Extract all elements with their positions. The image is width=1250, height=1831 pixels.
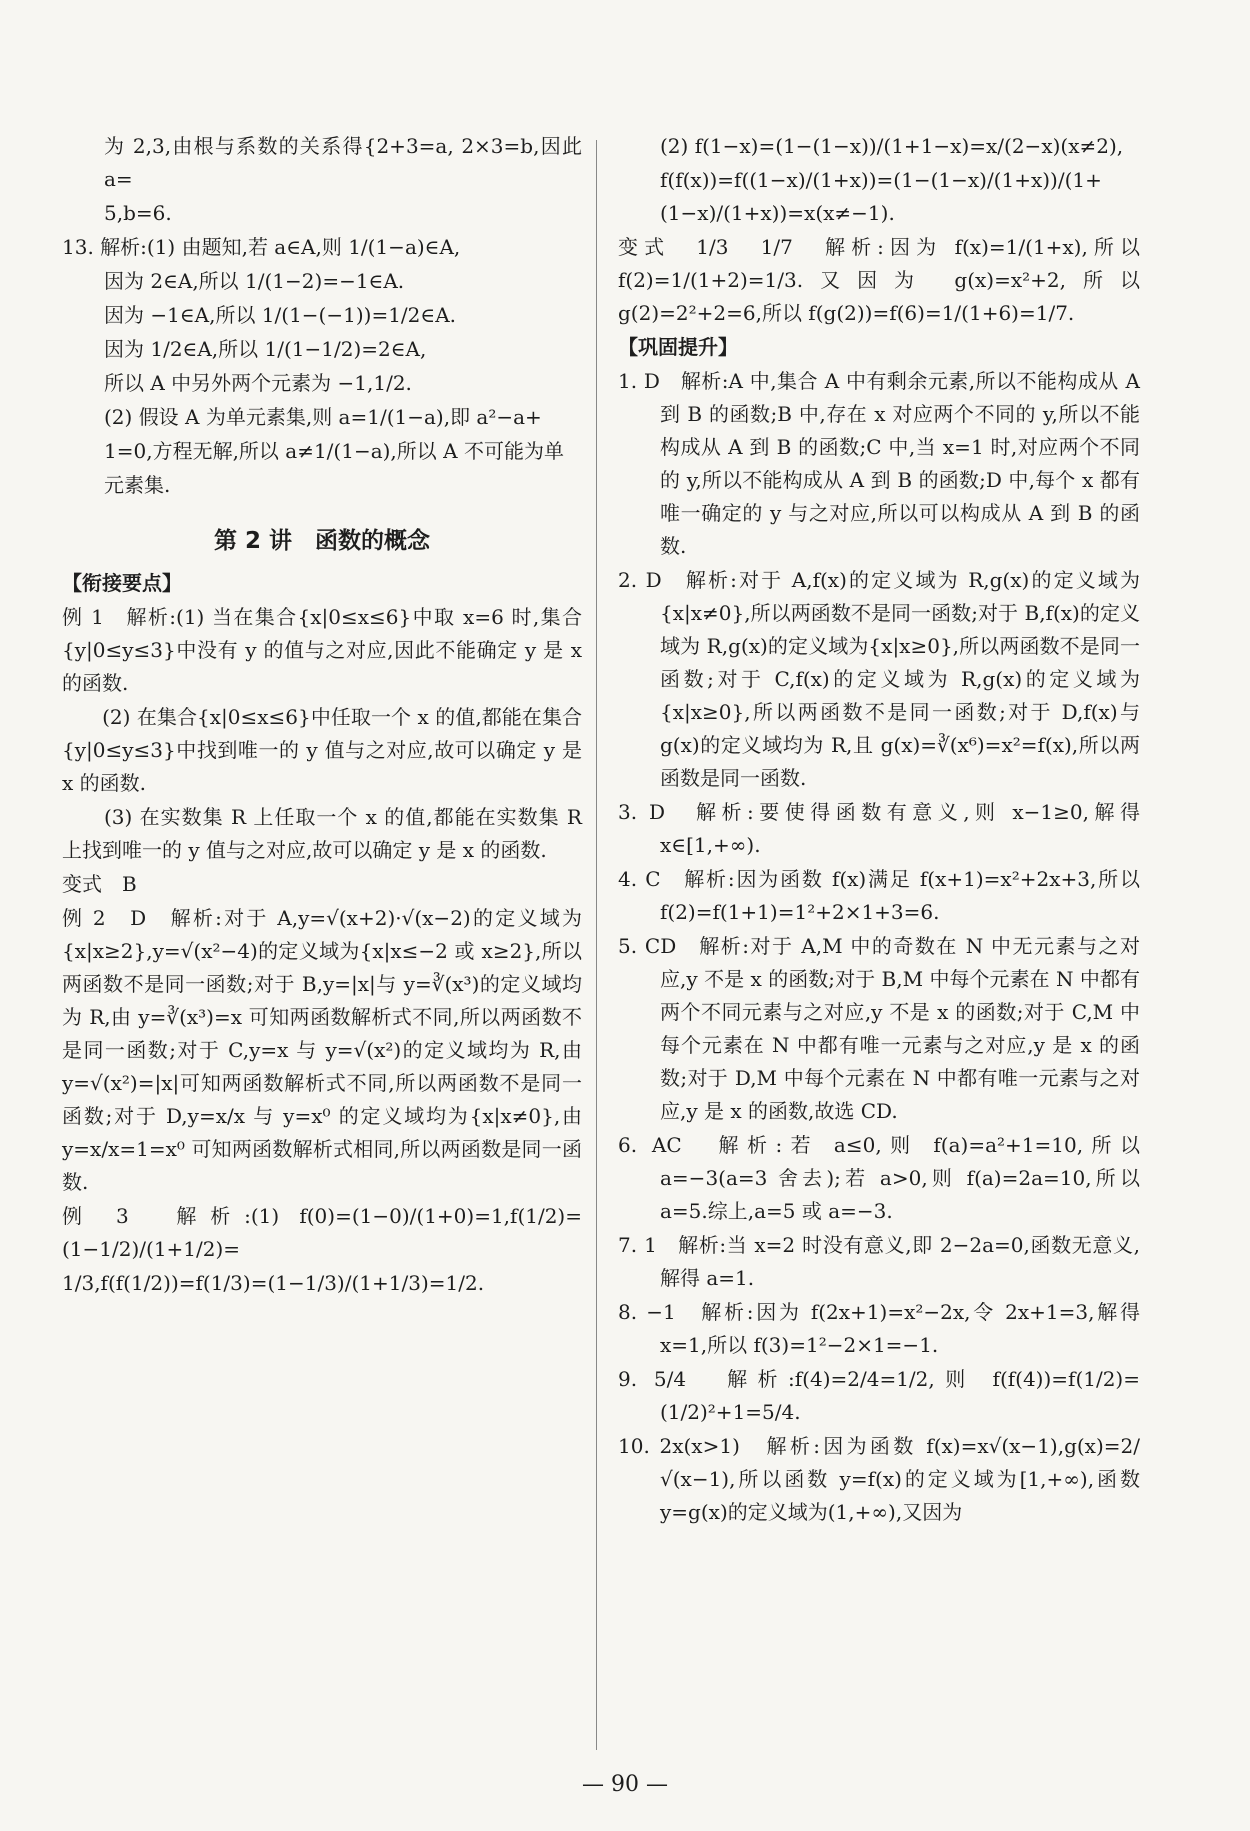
paragraph: 2. D 解析:对于 A,f(x)的定义域为 R,g(x)的定义域为{x|x≠0},所以两函数不是同一函数;对于 B,f(x)的定义域为 R,g(x)的定义域为{x|x≥0},所以两函数不是同一函数;对于 C,f(x)的定义域为 R,g(x)的定义域为{x|x≥0},所以两函数不是同一函数;对于 D,f(x)与 g(x)的定义域均为 R,且 g(x)=∛(x⁶)=x²=f(x),所以两函数是同一函数. (618, 568, 1140, 790)
page-number: — 90 — (582, 1772, 668, 1797)
paragraph: 8. −1 解析:因为 f(2x+1)=x²−2x,令 2x+1=3,解得 x=1,所以 f(3)=1²−2×1=−1. (618, 1300, 1140, 1357)
column-divider (596, 140, 597, 1750)
paragraph: 6. AC 解析:若 a≤0,则 f(a)=a²+1=10,所以 a=−3(a=3 舍去);若 a>0,则 f(a)=2a=10,所以 a=5.综上,a=5 或 a=−3. (618, 1133, 1140, 1223)
paragraph: f(f(x))=f((1−x)/(1+x))=(1−(1−x)/(1+x))/(1+(1−x)/(1+x))=x(x≠−1). (660, 168, 1102, 225)
paragraph: 变式 1/3 1/7 解析:因为 f(x)=1/(1+x),所以 f(2)=1/(1+2)=1/3.又因为 g(x)=x²+2,所以 g(2)=2²+2=6,所以 f(g(2))=f(6)=1/(1+6)=1/7. (618, 235, 1140, 325)
paragraph: 因为 2∈A,所以 1/(1−2)=−1∈A. (104, 269, 405, 293)
left-column (62, 130, 582, 1301)
paragraph: (3) 在实数集 R 上任取一个 x 的值,都能在实数集 R 上找到唯一的 y 值与之对应,故可以确定 y 是 x 的函数. (62, 805, 582, 862)
section-tag: 【巩固提升】 (618, 335, 738, 359)
paragraph: 例 1 解析:(1) 当在集合{x|0≤x≤6}中取 x=6 时,集合{y|0≤y≤3}中没有 y 的值与之对应,因此不能确定 y 是 x 的函数. (62, 605, 582, 695)
section-tag: 【衔接要点】 (62, 571, 182, 595)
paragraph: 9. 5/4 解析:f(4)=2/4=1/2,则 f(f(4))=f(1/2)=(1/2)²+1=5/4. (618, 1367, 1140, 1424)
paragraph: 13. 解析:(1) 由题知,若 a∈A,则 1/(1−a)∈A, (62, 235, 461, 259)
paragraph: 因为 −1∈A,所以 1/(1−(−1))=1/2∈A. (104, 303, 456, 327)
paragraph: 3. D 解析:要使得函数有意义,则 x−1≥0,解得 x∈[1,+∞). (618, 800, 1140, 857)
section-heading: 第 2 讲 函数的概念 (213, 528, 431, 554)
right-column (618, 130, 1140, 1530)
paragraph: 例 3 解析:(1) f(0)=(1−0)/(1+0)=1,f(1/2)=(1−1/2)/(1+1/2)= (62, 1204, 582, 1261)
paragraph: 元素集. (104, 473, 171, 497)
paragraph: (2) 假设 A 为单元素集,则 a=1/(1−a),即 a²−a+ (104, 405, 542, 429)
paragraph: (2) 在集合{x|0≤x≤6}中任取一个 x 的值,都能在集合{y|0≤y≤3}中找到唯一的 y 值与之对应,故可以确定 y 是 x 的函数. (62, 705, 582, 795)
paragraph: 5. CD 解析:对于 A,M 中的奇数在 N 中无元素与之对应,y 不是 x 的函数;对于 B,M 中每个元素在 N 中都有两个不同元素与之对应,y 不是 x 的函数;对于 C,M 中每个元素在 N 中都有唯一元素与之对应,y 是 x 的函数;对于 D,M 中每个元素在 N 中都有唯一元素与之对应,y 是 x 的函数,故选 CD. (618, 934, 1140, 1123)
paragraph: 4. C 解析:因为函数 f(x)满足 f(x+1)=x²+2x+3,所以 f(2)=f(1+1)=1²+2×1+3=6. (618, 867, 1140, 924)
paragraph: 例 2 D 解析:对于 A,y=√(x+2)·√(x−2)的定义域为{x|x≥2},y=√(x²−4)的定义域为{x|x≤−2 或 x≥2},所以两函数不是同一函数;对于 B,y=|x|与 y=∛(x³)的定义域均为 R,由 y=∛(x³)=x 可知两函数解析式不同,所以两函数不是同一函数;对于 C,y=x 与 y=√(x²)的定义域均为 R,由 y=√(x²)=|x|可知两函数解析式不同,所以两函数不是同一函数;对于 D,y=x/x 与 y=x⁰ 的定义域均为{x|x≠0},由 y=x/x=1=x⁰ 可知两函数解析式相同,所以两函数是同一函数. (62, 906, 582, 1194)
paragraph: 所以 A 中另外两个元素为 −1,1/2. (104, 371, 412, 395)
paragraph: 为 2,3,由根与系数的关系得{2+3=a, 2×3=b,因此 a= (104, 134, 582, 191)
paragraph: 1. D 解析:A 中,集合 A 中有剩余元素,所以不能构成从 A 到 B 的函数;B 中,存在 x 对应两个不同的 y,所以不能构成从 A 到 B 的函数;C 中,当 x=1 时,对应两个不同的 y,所以不能构成从 A 到 B 的函数;D 中,每个 x 都有唯一确定的 y 与之对应,所以可以构成从 A 到 B 的函数. (618, 369, 1140, 558)
paragraph: 5,b=6. (104, 201, 172, 225)
paragraph: 10. 2x(x>1) 解析:因为函数 f(x)=x√(x−1),g(x)=2/√(x−1),所以函数 y=f(x)的定义域为[1,+∞),函数 y=g(x)的定义域为(1,+∞),又因为 (618, 1434, 1140, 1524)
paragraph: (2) f(1−x)=(1−(1−x))/(1+1−x)=x/(2−x)(x≠2), (660, 134, 1124, 158)
paragraph: 变式 B (62, 872, 137, 896)
paragraph: 1/3,f(f(1/2))=f(1/3)=(1−1/3)/(1+1/3)=1/2. (62, 1271, 485, 1295)
paragraph: 1=0,方程无解,所以 a≠1/(1−a),所以 A 不可能为单 (104, 439, 564, 463)
paragraph: 因为 1/2∈A,所以 1/(1−1/2)=2∈A, (104, 337, 427, 361)
paragraph: 7. 1 解析:当 x=2 时没有意义,即 2−2a=0,函数无意义,解得 a=1. (618, 1233, 1140, 1290)
